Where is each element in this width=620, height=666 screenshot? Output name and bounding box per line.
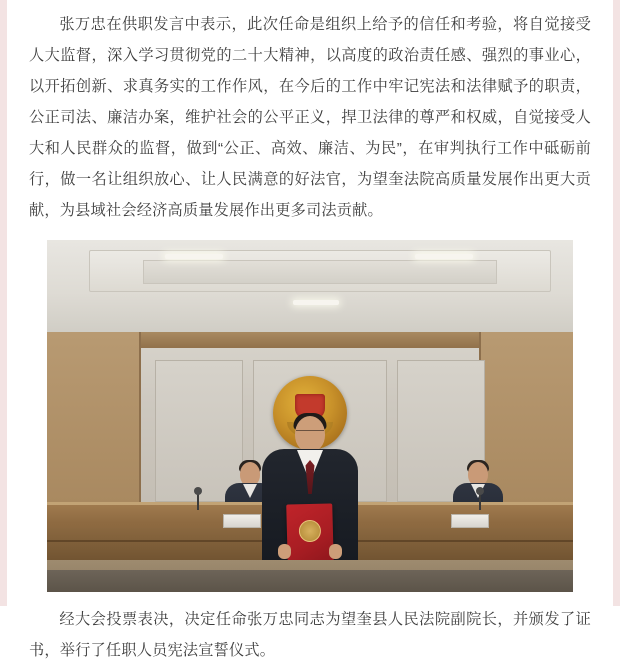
microphone-left bbox=[197, 492, 199, 510]
certificate-seal-icon bbox=[299, 520, 322, 543]
article-content bbox=[7, 0, 613, 666]
ceiling-light bbox=[165, 254, 223, 259]
appointment-certificate bbox=[286, 503, 334, 564]
glasses-icon bbox=[296, 430, 324, 438]
wall-wood-trim bbox=[139, 332, 481, 348]
paragraph-top: 张万忠在供职发言中表示，此次任命是组织上给予的信任和考验，将自觉接受人大监督，深入学习贯彻党的二十大精神，以高度的政治责任感、强烈的事业心，以开拓创新、求真务实的工作作风，在今后的工作中牢记宪法和法律赋予的职责，公正司法、廉洁办案，维护社会的公平正义，捍卫法律的尊严和权威，自觉接受人大和人民群众的监督，做到“公正、高效、廉洁、为民”，在审判执行工作中砥砺前行，做一名让组织放心、让人民满意的好法官，为望奎法院高质量发展作出更大贡献，为县域社会经济高质量发展作出更多司法贡献。 bbox=[29, 16, 591, 219]
article-figure bbox=[29, 240, 591, 592]
ceiling-panel-inner bbox=[143, 260, 497, 284]
microphone-right bbox=[479, 492, 481, 510]
paragraph-bottom: 经大会投票表决，决定任命张万忠同志为望奎县人民法院副院长，并颁发了证书，举行了任职人员宪法宣誓仪式。 bbox=[29, 611, 591, 659]
nameplate-right bbox=[451, 514, 489, 528]
ceiling-light bbox=[415, 254, 473, 259]
photo-carpet bbox=[47, 570, 573, 592]
wall-wood-left bbox=[47, 332, 141, 514]
hand-right bbox=[329, 544, 342, 559]
courtroom-photo bbox=[47, 240, 573, 592]
nameplate-left bbox=[223, 514, 261, 528]
ceiling-light bbox=[293, 300, 339, 305]
hand-left bbox=[278, 544, 291, 559]
